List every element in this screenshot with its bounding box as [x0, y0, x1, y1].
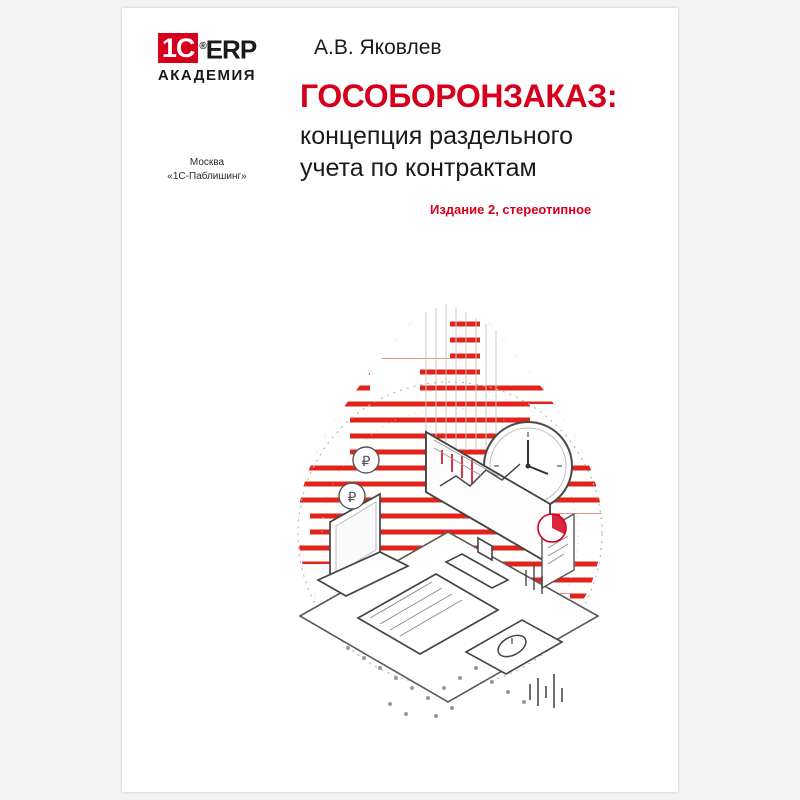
svg-text:₽: ₽ — [361, 453, 371, 469]
book-subtitle — [300, 120, 660, 184]
author-name: А.В. Яковлев — [314, 36, 442, 59]
publisher-info — [140, 156, 274, 184]
tick-marks — [530, 674, 562, 708]
book-subtitle-line-1: концепция раздельного — [300, 122, 574, 150]
logo-row — [142, 32, 272, 65]
book-subtitle-line-2: учета по контрактам — [300, 154, 537, 182]
publisher-city: Москва — [189, 157, 225, 168]
logo-1c-mark: 1C — [158, 33, 199, 63]
publisher-logo — [142, 32, 272, 84]
svg-text:₽: ₽ — [347, 489, 357, 505]
logo-academy-text: АКАДЕМИЯ — [157, 66, 257, 84]
book-title: ГОСОБОРОНЗАКАЗ: — [300, 78, 618, 114]
logo-erp-mark — [199, 32, 256, 65]
title-block — [300, 36, 660, 217]
edition-note: Издание 2, стереотипное — [430, 202, 592, 217]
logo-erp-text: ERP — [205, 34, 257, 65]
logo-registered-icon: ® — [199, 41, 206, 52]
book-cover — [122, 8, 678, 792]
cover-illustration — [230, 264, 670, 744]
publisher-name: «1С-Паблишинг» — [167, 171, 247, 182]
